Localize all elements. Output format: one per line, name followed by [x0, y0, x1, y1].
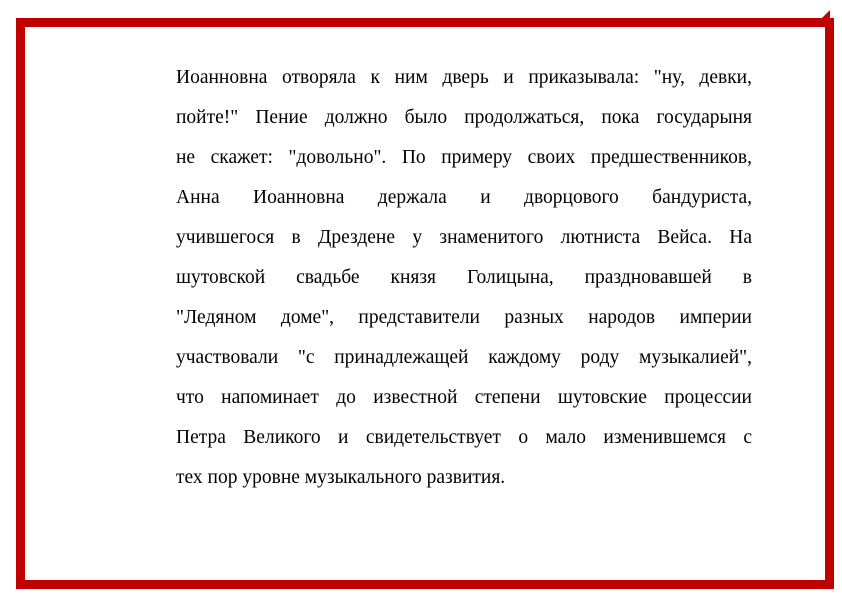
text-line: участвовали "с принадлежащей каждому роду музыкалией", — [176, 347, 752, 368]
text-line: тех пор уровне музыкального развития. — [176, 467, 506, 488]
body-paragraph — [176, 58, 752, 498]
text-line: Анна Иоанновна держала и дворцового бандуриста, — [176, 187, 752, 208]
text-line: Иоанновна отворяла к ним дверь и приказывала: "ну, девки, — [176, 67, 752, 88]
text-line: шутовской свадьбе князя Голицына, праздновавшей в — [176, 267, 752, 288]
text-line: что напоминает до известной степени шутовские процессии — [176, 387, 752, 408]
frame-corner-notch — [820, 10, 830, 20]
text-line: Петра Великого и свидетельствует о мало изменившемся с — [176, 427, 752, 448]
text-line: "Ледяном доме", представители разных народов империи — [176, 307, 752, 328]
text-line: учившегося в Дрездене у знаменитого лютниста Вейса. На — [176, 227, 752, 248]
text-line: пойте!" Пение должно было продолжаться, пока государыня — [176, 107, 752, 128]
text-line: не скажет: "довольно". По примеру своих предшественников, — [176, 147, 752, 168]
